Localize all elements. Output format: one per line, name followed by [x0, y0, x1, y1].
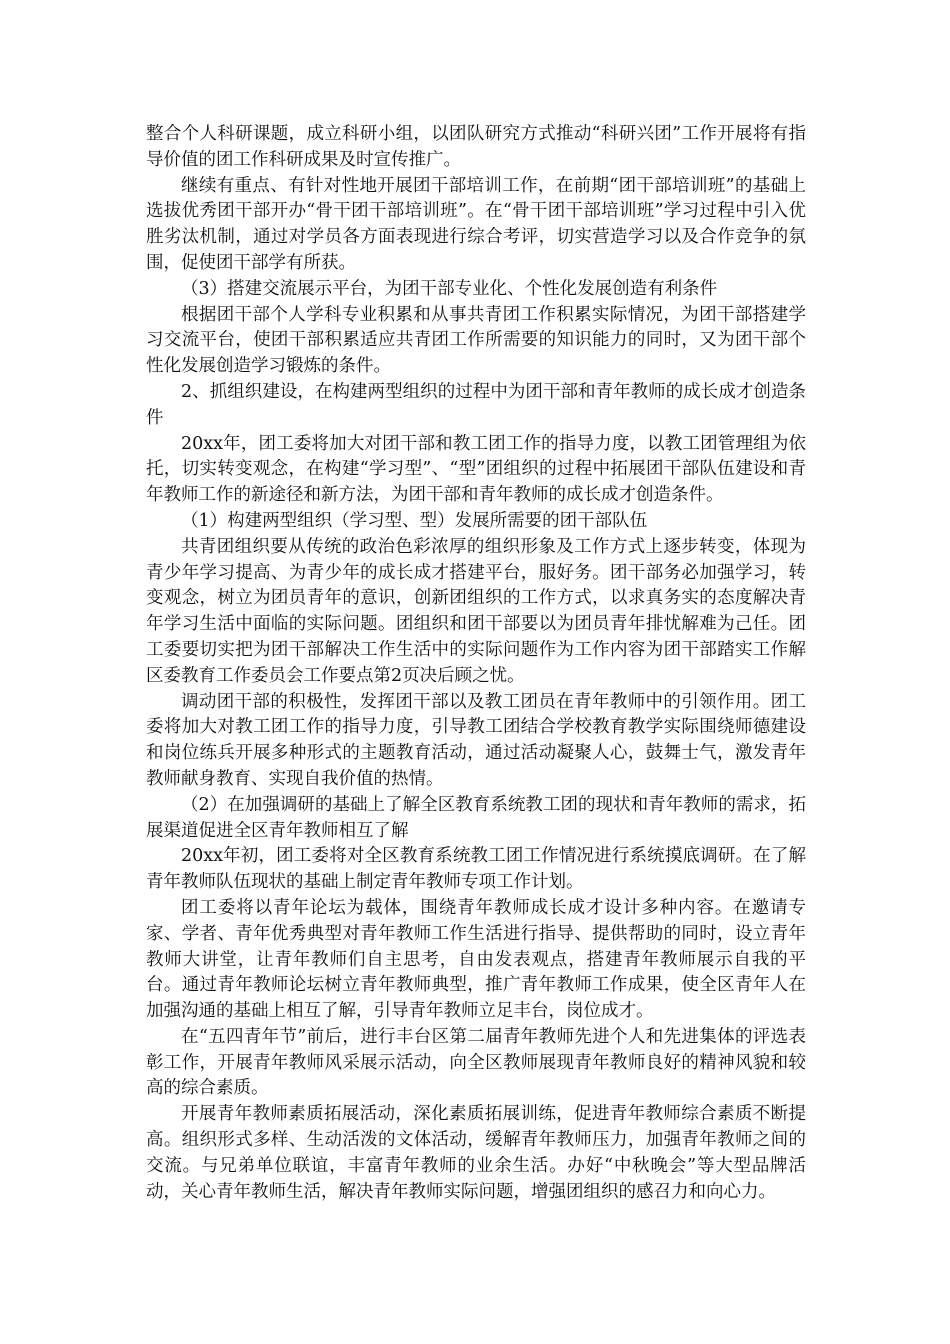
paragraph-youth-day: 在“五四青年节”前后，进行丰台区第二届青年教师先进个人和先进集体的评选表彰工作，开展青年教师风采展示活动，向全区教师展现青年教师良好的精神风貌和较高的综合素质。 — [146, 1026, 806, 1099]
paragraph-team: 共青团组织要从传统的政治色彩浓厚的组织形象及工作方式上逐步转变，体现为青少年学习提高、为青少年的成长成才搭建平台，服好务。团干部务必加强学习，转变观念，树立为团员青年的意识，创新团组织的工作方式，以求真务实的态度解决青年学习生活中面临的实际问题。团组织和团干部要以为团员青年排忧解难为己任。团工委要切实把为团干部解决工作生活中的实际问题作为工作内容为团干部踏实工作解区委教育工作委员会工作要点第2页决后顾之忧。 — [146, 536, 806, 686]
paragraph-continuation: 整合个人科研课题，成立科研小组，以团队研究方式推动“科研兴团”工作开展将有指导价值的团工作科研成果及时宣传推广。 — [146, 124, 806, 170]
paragraph-platform: 根据团干部个人学科专业积累和从事共青团工作积累实际情况，为团干部搭建学习交流平台，使团干部积累适应共青团工作所需要的知识能力的同时，又为团干部个性化发展创造学习锻炼的条件。 — [146, 304, 806, 377]
heading-research: （2）在加强调研的基础上了解全区教育系统教工团的现状和青年教师的需求，拓展渠道促进全区青年教师相互了解 — [146, 794, 806, 841]
paragraph-organization: 20xx年，团工委将加大对团干部和教工团工作的指导力度，以教工团管理组为依托，切实转变观念，在构建“学习型”、“型”团组织的过程中拓展团干部队伍建设和青年教师工作的新途径和新方法，为团干部和青年教师的成长成才创造条件。 — [146, 433, 806, 506]
paragraph-motivation: 调动团干部的积极性，发挥团干部以及教工团员在青年教师中的引领作用。团工委将加大对教工团工作的指导力度，引导教工团结合学校教育教学实际围绕师德建设和岗位练兵开展多种形式的主题教育活动，通过活动凝聚人心，鼓舞士气，激发青年教师献身教育、实现自我价值的热情。 — [146, 691, 806, 789]
heading-platform: （3）搭建交流展示平台，为团干部专业化、个性化发展创造有利条件 — [181, 278, 718, 299]
paragraph-training: 继续有重点、有针对性地开展团干部培训工作，在前期“团干部培训班”的基础上选拔优秀团干部开办“骨干团干部培训班”。在“骨干团干部培训班”学习过程中引入优胜劣汰机制，通过对学员各方面表现进行综合考评，切实营造学习以及合作竞争的氛围，促使团干部学有所获。 — [146, 175, 806, 273]
paragraph-forum: 团工委将以青年论坛为载体，围绕青年教师成长成才设计多种内容。在邀请专家、学者、青年优秀典型对青年教师工作生活进行指导、提供帮助的同时，设立青年教师大讲堂，让青年教师们自主思考，自由发表观点，搭建青年教师展示自我的平台。通过青年教师论坛树立青年教师典型，推广青年教师工作成果，使全区青年人在加强沟通的基础上相互了解，引导青年教师立足丰台，岗位成才。 — [146, 897, 806, 1022]
heading-team: （1）构建两型组织（学习型、型）发展所需要的团干部队伍 — [181, 510, 648, 531]
document-body — [146, 122, 806, 1205]
heading-organization: 2、抓组织建设，在构建两型组织的过程中为团干部和青年教师的成长成才创造条件 — [146, 381, 806, 428]
paragraph-survey: 20xx年初，团工委将对全区教育系统教工团工作情况进行系统摸底调研。在了解青年教师队伍现状的基础上制定青年教师专项工作计划。 — [146, 846, 806, 893]
paragraph-activities: 开展青年教师素质拓展活动，深化素质拓展训练，促进青年教师综合素质不断提高。组织形式多样、生动活泼的文体活动，缓解青年教师压力，加强青年教师之间的交流。与兄弟单位联谊，丰富青年教师的业余生活。办好“中秋晚会”等大型品牌活动，关心青年教师生活，解决青年教师实际问题，增强团组织的感召力和向心力。 — [146, 1104, 806, 1202]
